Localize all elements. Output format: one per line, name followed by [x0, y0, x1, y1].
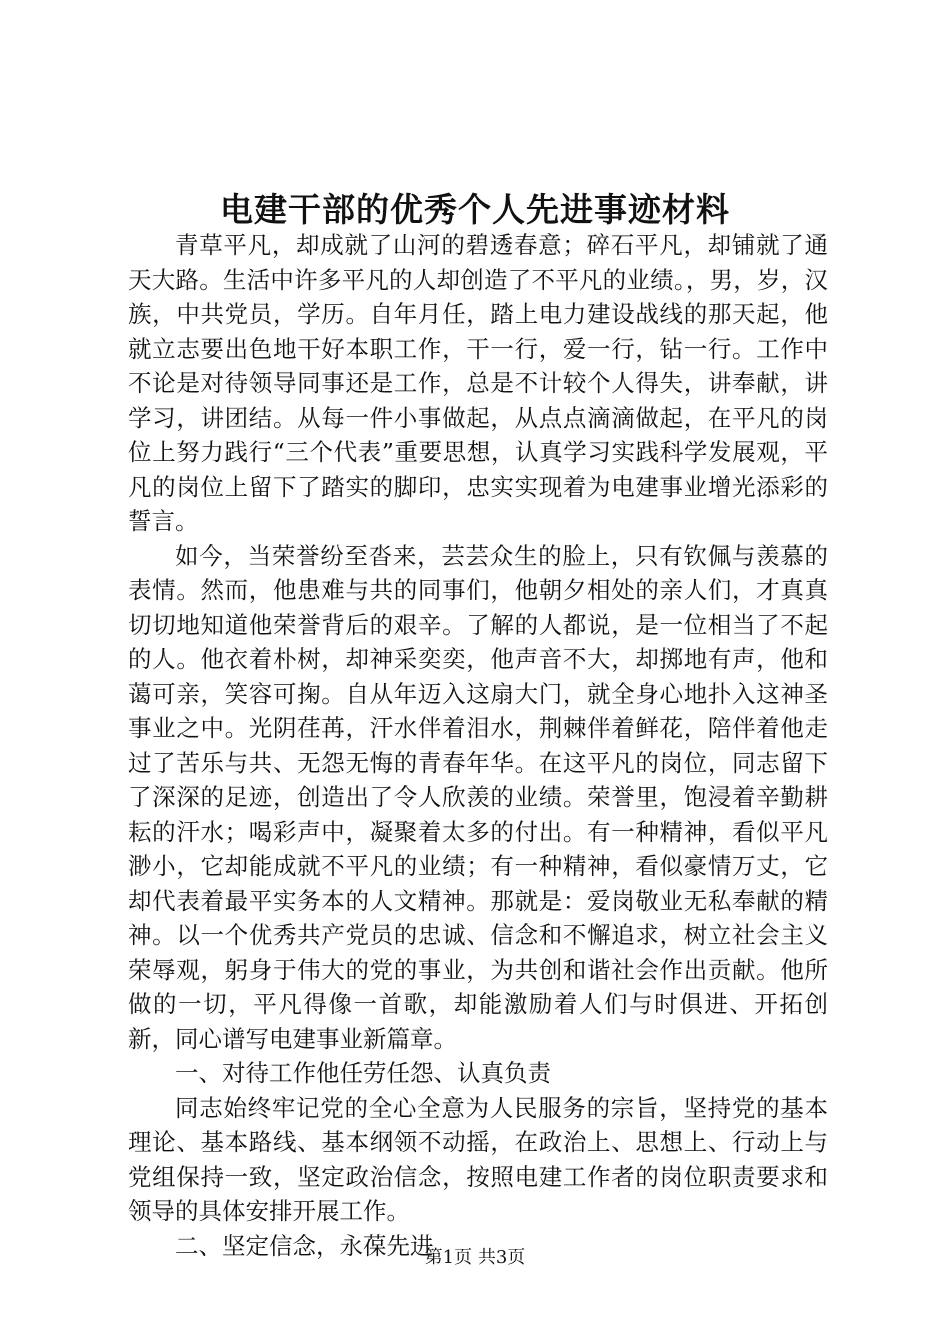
section-heading-2: 二、坚定信念，永葆先进: [175, 1231, 434, 1260]
document-body: [128, 228, 828, 1263]
page-footer: 第1页 共3页: [424, 1247, 526, 1268]
section-heading-1: 一、对待工作他任劳任怨、认真负责: [175, 1059, 551, 1087]
body-paragraph-2: 如今，当荣誉纷至沓来，芸芸众生的脸上，只有钦佩与羡慕的表情。然而，他患难与共的同事们，他朝夕相处的亲人们，才真真切切地知道他荣誉背后的艰辛。了解的人都说，是一位相当了不起的人。他衣着朴树，却神采奕奕，他声音不大，却掷地有声，他和蔼可亲，笑容可掬。自从年迈入这扇大门，就全身心地扑入这神圣事业之中。光阴荏苒，汗水伴着泪水，荆棘伴着鲜花，陪伴着他走过了苦乐与共、无怨无悔的青春年华。在这平凡的岗位，同志留下了深深的足迹，创造出了令人欣羡的业绩。荣誉里，饱浸着辛勤耕耘的汗水；喝彩声中，凝聚着太多的付出。有一种精神，看似平凡渺小，它却能成就不平凡的业绩；有一种精神，看似豪情万丈，它却代表着最平实务本的人文精神。那就是：爱岗敬业无私奉献的精神。以一个优秀共产党员的忠诚、信念和不懈追求，树立社会主义荣辱观，躬身于伟大的党的事业，为共创和谐社会作出贡献。他所做的一切，平凡得像一首歌，却能激励着人们与时俱进、开拓创新，同心谱写电建事业新篇章。: [128, 541, 828, 1053]
document-title: 电建干部的优秀个人先进事迹材料: [220, 190, 730, 229]
section-1-paragraph: 同志始终牢记党的全心全意为人民服务的宗旨，坚持党的基本理论、基本路线、基本纲领不动摇，在政治上、思想上、行动上与党组保持一致，坚定政治信念，按照电建工作者的岗位职责要求和领导的具体安排开展工作。: [128, 1093, 828, 1225]
body-paragraph-1: 青草平凡，却成就了山河的碧透春意；碎石平凡，却铺就了通天大路。生活中许多平凡的人却创造了不平凡的业绩。，男，岁，汉族，中共党员，学历。自年月任，踏上电力建设战线的那天起，他就立志要出色地干好本职工作，干一行，爱一行，钻一行。工作中不论是对待领导同事还是工作，总是不计较个人得失，讲奉献，讲学习，讲团结。从每一件小事做起，从点点滴滴做起，在平凡的岗位上努力践行“三个代表”重要思想，认真学习实践科学发展观，平凡的岗位上留下了踏实的脚印，忠实实现着为电建事业增光添彩的誓言。: [128, 231, 828, 535]
